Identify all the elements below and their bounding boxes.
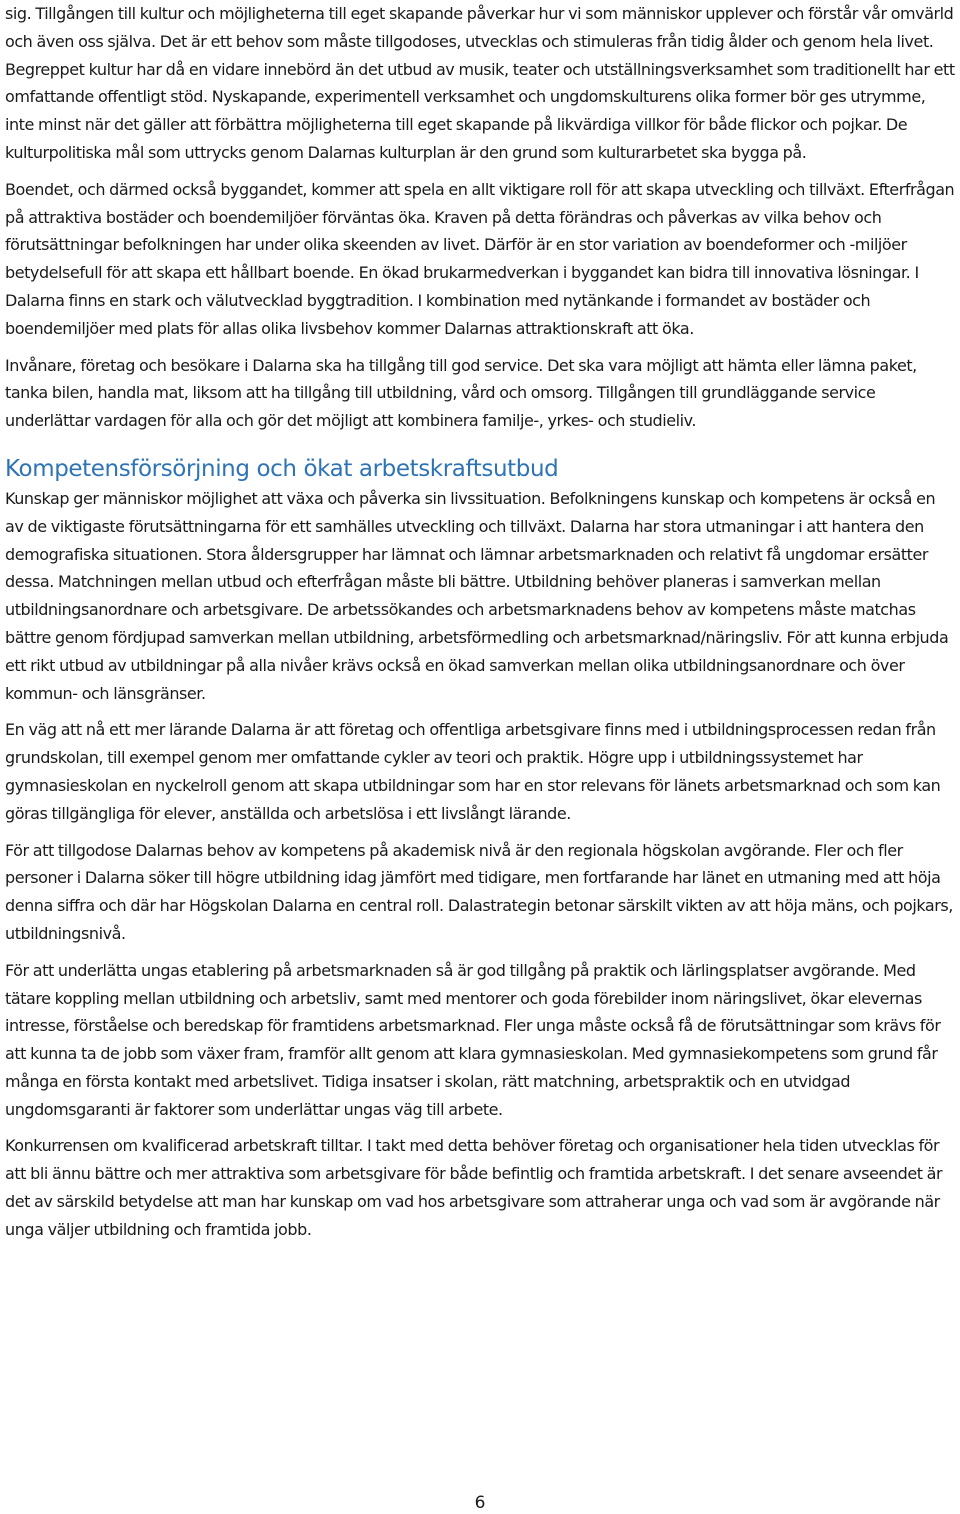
paragraph-knowledge: Kunskap ger människor möjlighet att växa och påverka sin livssituation. Befolkningens kunskap och kompetens är också en av de viktigaste förutsättningarna för ett samhälles utveckling och tillväxt. Dalarna har stora utmaningar i att hantera den demografiska situationen. Stora åldersgrupper har lämnat och lämnar arbetsmarknaden och relativt få ungdomar ersätter dessa. Matchningen mellan utbud och efterfrågan måste bli bättre. Utbildning behöver planeras i samverkan mellan utbildningsanordnare och arbetsgivare. De arbetssökandes och arbetsmarknadens behov av kompetens måste matchas bättre genom fördjupad samverkan mellan utbildning, arbetsförmedling och arbetsmarknad/näringsliv. För att kunna erbjuda ett rikt utbud av utbildningar på alla nivåer krävs också en ökad samverkan mellan olika utbildningsanordnare och över kommun- och länsgränser. bbox=[5, 488, 949, 703]
section-heading: Kompetensförsörjning och ökat arbetskraftsutbud bbox=[5, 455, 559, 482]
paragraph-learning-dalarna: En väg att nå ett mer lärande Dalarna är att företag och offentliga arbetsgivare finns med i utbildningsprocessen redan från grundskolan, till exempel genom mer omfattande cykler av teori och praktik. Högre upp i utbildningssystemet har gymnasieskolan en nyckelroll genom att skapa utbildningar som har en stor relevans för länets arbetsmarknad och som kan göras tillgängliga för elever, anställda och arbetslösa i ett livslångt lärande. bbox=[5, 720, 941, 823]
document-page bbox=[5, 0, 955, 1244]
paragraph-higher-education: För att tillgodose Dalarnas behov av kompetens på akademisk nivå är den regionala högskolan avgörande. Fler och fler personer i Dalarna söker till högre utbildning idag jämfört med tidigare, men fortfarande har länet en utmaning med att höja denna siffra och där har Högskolan Dalarna en central roll. Dalastrategin betonar särskilt vikten av att höja mäns, och pojkars, utbildningsnivå. bbox=[5, 840, 953, 943]
paragraph-culture: sig. Tillgången till kultur och möjligheterna till eget skapande påverkar hur vi som människor upplever och förstår vår omvärld och även oss själva. Det är ett behov som måste tillgodoses, utvecklas och stimuleras från tidig ålder och genom hela livet. Begreppet kultur har då en vidare innebörd än det utbud av musik, teater och utställningsverksamhet som traditionellt har ett omfattande offentligt stöd. Nyskapande, experimentell verksamhet och ungdomskulturens olika former bör ges utrymme, inte minst när det gäller att förbättra möjligheterna till eget skapande på likvärdiga villkor för både flickor och pojkar. De kulturpolitiska mål som uttrycks genom Dalarnas kulturplan är den grund som kulturarbetet ska bygga på. bbox=[5, 4, 955, 162]
paragraph-service: Invånare, företag och besökare i Dalarna ska ha tillgång till god service. Det ska vara möjligt att hämta eller lämna paket, tanka bilen, handla mat, liksom att ha tillgång till utbildning, vård och omsorg. Tillgången till grundläggande service underlättar vardagen för alla och gör det möjligt att kombinera familje-, yrkes- och studieliv. bbox=[5, 355, 917, 431]
paragraph-housing: Boendet, och därmed också byggandet, kommer att spela en allt viktigare roll för att skapa utveckling och tillväxt. Efterfrågan på attraktiva bostäder och boendemiljöer förväntas öka. Kraven på detta förändras och påverkas av vilka behov och förutsättningar befolkningen har under olika skeenden av livet. Därför är en stor variation av boendeformer och -miljöer betydelsefull för att skapa ett hållbart boende. En ökad brukarmedverkan i byggandet kan bidra till innovativa lösningar. I Dalarna finns en stark och välutvecklad byggtradition. I kombination med nytänkande i formandet av bostäder och boendemiljöer med plats för allas olika livsbehov kommer Dalarnas attraktionskraft att öka. bbox=[5, 179, 955, 338]
paragraph-competition: Konkurrensen om kvalificerad arbetskraft tilltar. I takt med detta behöver företag och organisationer hela tiden utvecklas för att bli ännu bättre och mer attraktiva som arbetsgivare för både befintlig och framtida arbetskraft. I det senare avseendet är det av särskild betydelse att man har kunskap om vad hos arbetsgivare som attraherar unga och vad som är avgörande när unga väljer utbildning och framtida jobb. bbox=[5, 1136, 943, 1239]
paragraph-youth-establishment: För att underlätta ungas etablering på arbetsmarknaden så är god tillgång på praktik och lärlingsplatser avgörande. Med tätare koppling mellan utbildning och arbetsliv, samt med mentorer och goda förebilder inom näringslivet, ökar elevernas intresse, förståelse och beredskap för framtidens arbetsmarknad. Fler unga måste också få de förutsättningar som krävs för att kunna ta de jobb som växer fram, framför allt genom att klara gymnasieskolan. Med gymnasiekompetens som grund får många en första kontakt med arbetslivet. Tidiga insatser i skolan, rätt matchning, arbetspraktik och en utvidgad ungdomsgaranti är faktorer som underlättar ungas väg till arbete. bbox=[5, 960, 941, 1119]
page-number: 6 bbox=[474, 1493, 486, 1513]
